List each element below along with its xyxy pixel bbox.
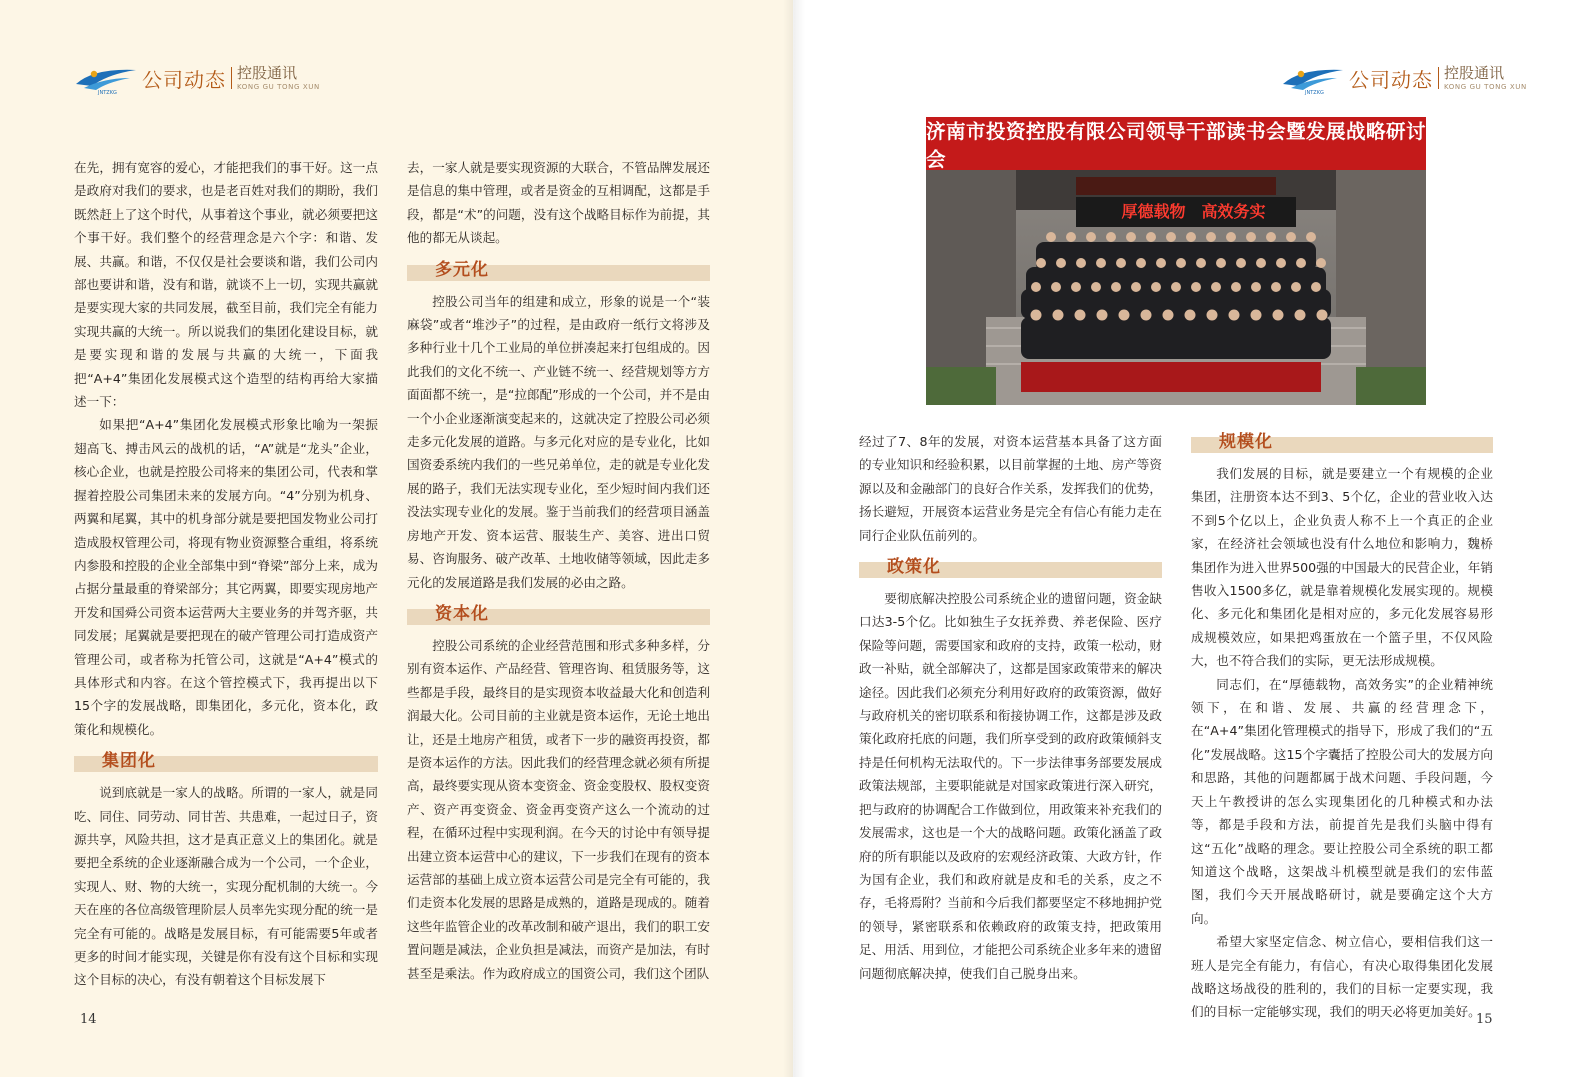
section-heading-zibenhua <box>407 602 710 628</box>
photo-banner <box>926 117 1426 170</box>
book-gutter <box>783 0 805 1077</box>
paragraph: 在先，拥有宽容的爱心，才能把我们的事干好。这一点是政府对我们的要求，也是老百姓对我们的期盼，我们既然赶上了这个时代，从事着这个事业，就必须要把这个事干好。我们整个的经营理念是六个字：和谐、发展、共赢。和谐，不仅仅是社会要谈和谐，我们公司内部也要讲和谐，没有和谐，就谈不上一切，实现共赢就是要实现大家的共同发展，截至目前，我们完全有能力实现共赢的大统一。所以说我们的集团化建设目标，就是要实现和谐的发展与共赢的大统一，下面我把“A+4”集团化发展模式这个造型的结构再给大家描述一下： <box>74 160 378 410</box>
left-page <box>0 0 793 1077</box>
paragraph: 控股公司系统的企业经营范围和形式多种多样，分别有资本运作、产品经营、管理咨询、租赁服务等，这些都是手段，最终目的是实现资本收益最大化和创造利润最大化。公司目前的主业就是资本运作，无论土地出让，还是土地房产租赁，或者下一步的融资再投资，都是资本运作的方法。因此我们的经营理念就必须有所提高，最终要实现从资本变资金、资金变股权、股权变资产、资产再变资金、资金再变资产这么一个流动的过程，在循环过程中实现利润。在今天的讨论中有领导提出建立资本运营中心的建议，下一步我们在现有的资本运营部的基础上成立资本运营公司是完全有可能的，我们走资本化发展的思路是成熟的，道路是现成的。随着这些年监管企业的改革改制和破产退出，我们的职工安置问题是减法，企业负担是减法，而资产是加法，有时甚至是乘法。作为政府成立的国资公司，我们这个团队 <box>407 637 710 981</box>
section-heading-guimohua <box>1191 430 1493 456</box>
paragraph: 控股公司当年的组建和成立，形象的说是一个“装麻袋”或者“堆沙子”的过程，是由政府一纸行文将涉及多种行业十几个工业局的单位拼凑起来打包组成的。因此我们的文化不统一、产业链不统一、经营规划等方方面面都不统一，是“拉郎配”形成的一个公司，并不是由一个小企业逐渐演变起来的，这就决定了控股公司必须走多元化发展的道路。与多元化对应的是专业化，比如国资委系统内我们的一些兄弟单位，走的就是专业化发展的路子，我们无法实现专业化，至少短时间内我们还没法实现专业化的发展。鉴于当前我们的经营项目涵盖房地产开发、资本运营、服装生产、美容、进出口贸易、咨询服务、破产改革、土地收储等领域，因此走多元化的发展道路是我们发展的必由之路。 <box>407 293 710 590</box>
company-logo <box>1281 60 1347 96</box>
header-subtitle-en: KONG GU TONG XUN <box>237 82 320 91</box>
header-subtitle-en: KONG GU TONG XUN <box>1444 82 1527 91</box>
paragraph: 去，一家人就是要实现资源的大联合，不管品牌发展还是信息的集中管理，或者是资金的互相调配，这都是手段，都是“术”的问题，没有这个战略目标作为前提，其他的都无从谈起。 <box>407 160 710 246</box>
right-column-1 <box>859 430 1162 985</box>
paragraph: 同志们，在“厚德载物，高效务实”的企业精神统领下，在和谐、发展、共赢的经营理念下，在“A+4”集团化管理模式的指导下，形成了我们的“五化”发展战略。这15个字囊括了控股公司大的发展方向和思路，其他的问题都属于战术问题、手段问题，今天上午教授讲的怎么实现集团化的几种模式和办法等，都是手段和方法，前提首先是我们头脑中得有这“五化”战略的理念。要让控股公司全系统的职工都知道这个战略，这架战斗机模型就是我们的宏伟蓝图，我们今天开展战略研讨，就是要确定这个大方向。 <box>1191 676 1493 926</box>
company-logo <box>74 60 140 96</box>
header-title: 公司动态 <box>142 67 226 92</box>
header-divider <box>231 67 232 89</box>
header-subtitle-block <box>1444 63 1527 91</box>
header-divider <box>1438 67 1439 89</box>
group-photo <box>926 117 1426 405</box>
header-subtitle-block <box>237 63 320 91</box>
section-heading-duoyuanhua <box>407 258 710 284</box>
page-header <box>74 58 320 98</box>
section-heading-title: 资本化 <box>435 604 489 625</box>
section-heading-title: 多元化 <box>435 259 489 280</box>
section-heading-jituanhua <box>74 749 378 775</box>
paragraph: 说到底就是一家人的战略。所谓的一家人，就是同吃、同住、同劳动、同甘苦、共患难，一起过日子，资源共享，风险共担，这才是真正意义上的集团化。就是要把全系统的企业逐渐融合成为一个公司，一个企业，实现人、财、物的大统一，实现分配机制的大统一。今天在座的各位高级管理阶层人员率先实现分配的统一是完全有可能的。战略是发展目标，有可能需要5年或者更多的时间才能实现，关键是你有没有这个目标和实现这个目标的决心，有没有朝着这个目标发展下 <box>74 785 378 988</box>
left-column-1 <box>74 156 378 992</box>
page-number: 15 <box>1476 1012 1493 1027</box>
paragraph: 希望大家坚定信念、树立信心，要相信我们这一班人是完全有能力，有信心，有决心取得集团化发展战略这场战役的胜利的，我们的目标一定要实现，我们的目标一定能够实现，我们的明天必将更加美好。 <box>1191 934 1493 1020</box>
section-heading-title: 集团化 <box>102 751 156 772</box>
paragraph: 我们发展的目标，就是要建立一个有规模的企业集团，注册资本达不到3、5个亿，企业的营业收入达不到5个亿以上，企业负责人称不上一个真正的企业家，在经济社会领域也没有什么地位和影响力，魏桥集团作为进入世界500强的中国最大的民营企业，年销售收入1500多亿，就是靠着规模化发展实现的。规模化、多元化和集团化是相对应的，多元化发展容易形成规模效应，如果把鸡蛋放在一个篮子里，不仅风险大，也不符合我们的实际，更无法形成规模。 <box>1191 466 1493 669</box>
page-header <box>1281 58 1527 98</box>
section-heading-title: 政策化 <box>887 557 941 578</box>
header-title: 公司动态 <box>1349 67 1433 92</box>
section-heading-zhengcehua <box>859 555 1162 581</box>
header-subtitle: 控股通讯 <box>1444 63 1505 82</box>
page-number: 14 <box>80 1012 97 1027</box>
section-heading-title: 规模化 <box>1219 432 1273 453</box>
paragraph: 经过了7、8年的发展，对资本运营基本具备了这方面的专业知识和经验积累，以目前掌握的土地、房产等资源以及和金融部门的良好合作关系，发挥我们的优势，扬长避短，开展资本运营业务是完全有信心有能力走在同行企业队伍前列的。 <box>859 434 1162 543</box>
header-subtitle: 控股通讯 <box>237 63 298 82</box>
right-column-2 <box>1191 430 1493 1024</box>
svg-text:JNTZKG: JNTZKG <box>98 90 117 96</box>
svg-text:JNTZKG: JNTZKG <box>1305 90 1324 96</box>
left-column-2 <box>407 156 710 985</box>
photo-banner-text: 济南市投资控股有限公司领导干部读书会暨发展战略研讨会 <box>926 119 1426 171</box>
paragraph: 如果把“A+4”集团化发展模式形象比喻为一架振翅高飞、搏击风云的战机的话，“A”就是“龙头”企业，核心企业，也就是控股公司将来的集团公司，代表和掌握着控股公司集团未来的发展方向。“4”分别为机身、两翼和尾翼，其中的机身部分就是要把国发物业公司打造成股权管理公司，将现有物业资源整合重组，将系统内参股和控股的企业全部集中到“脊梁”部分上来，成为占据分量最重的脊梁部分；其它两翼，即要实现房地产开发和国舜公司资本运营两大主要业务的并驾齐驱，共同发展；尾翼就是要把现在的破产管理公司打造成资产管理公司，或者称为托管公司，这就是“A+4”模式的具体形式和内容。在这个管控模式下，我再提出以下15个字的发展战略，即集团化，多元化，资本化，政策化和规模化。 <box>74 417 378 737</box>
paragraph: 要彻底解决控股公司系统企业的遗留问题，资金缺口达3-5个亿。比如独生子女抚养费、养老保险、医疗保险等问题，需要国家和政府的支持，政策一松动，财政一补贴，就全部解决了，这都是国家政策带来的解决途径。因此我们必须充分利用好政府的政策资源，做好与政府机关的密切联系和衔接协调工作，这都是涉及政策化政府托底的问题，我们所享受到的政府政策倾斜支持是任何机构无法取代的。下一步法律事务部要发展成政策法规部，主要职能就是对国家政策进行深入研究，把与政府的协调配合工作做到位，用政策来补充我们的发展需求，这也是一个大的战略问题。政策化涵盖了政府的所有职能以及政府的宏观经济政策、大政方针，作为国有企业，我们和政府就是皮和毛的关系，皮之不存，毛将焉附？当前和今后我们都要坚定不移地拥护党的领导，紧密联系和依赖政府的政策支持，把政策用足、用活、用到位，才能把公司系统企业多年来的遗留问题彻底解决掉，使我们自己脱身出来。 <box>859 591 1162 981</box>
right-page <box>793 0 1587 1077</box>
photo-slogan: 厚德载物 高效务实 <box>1121 202 1266 221</box>
